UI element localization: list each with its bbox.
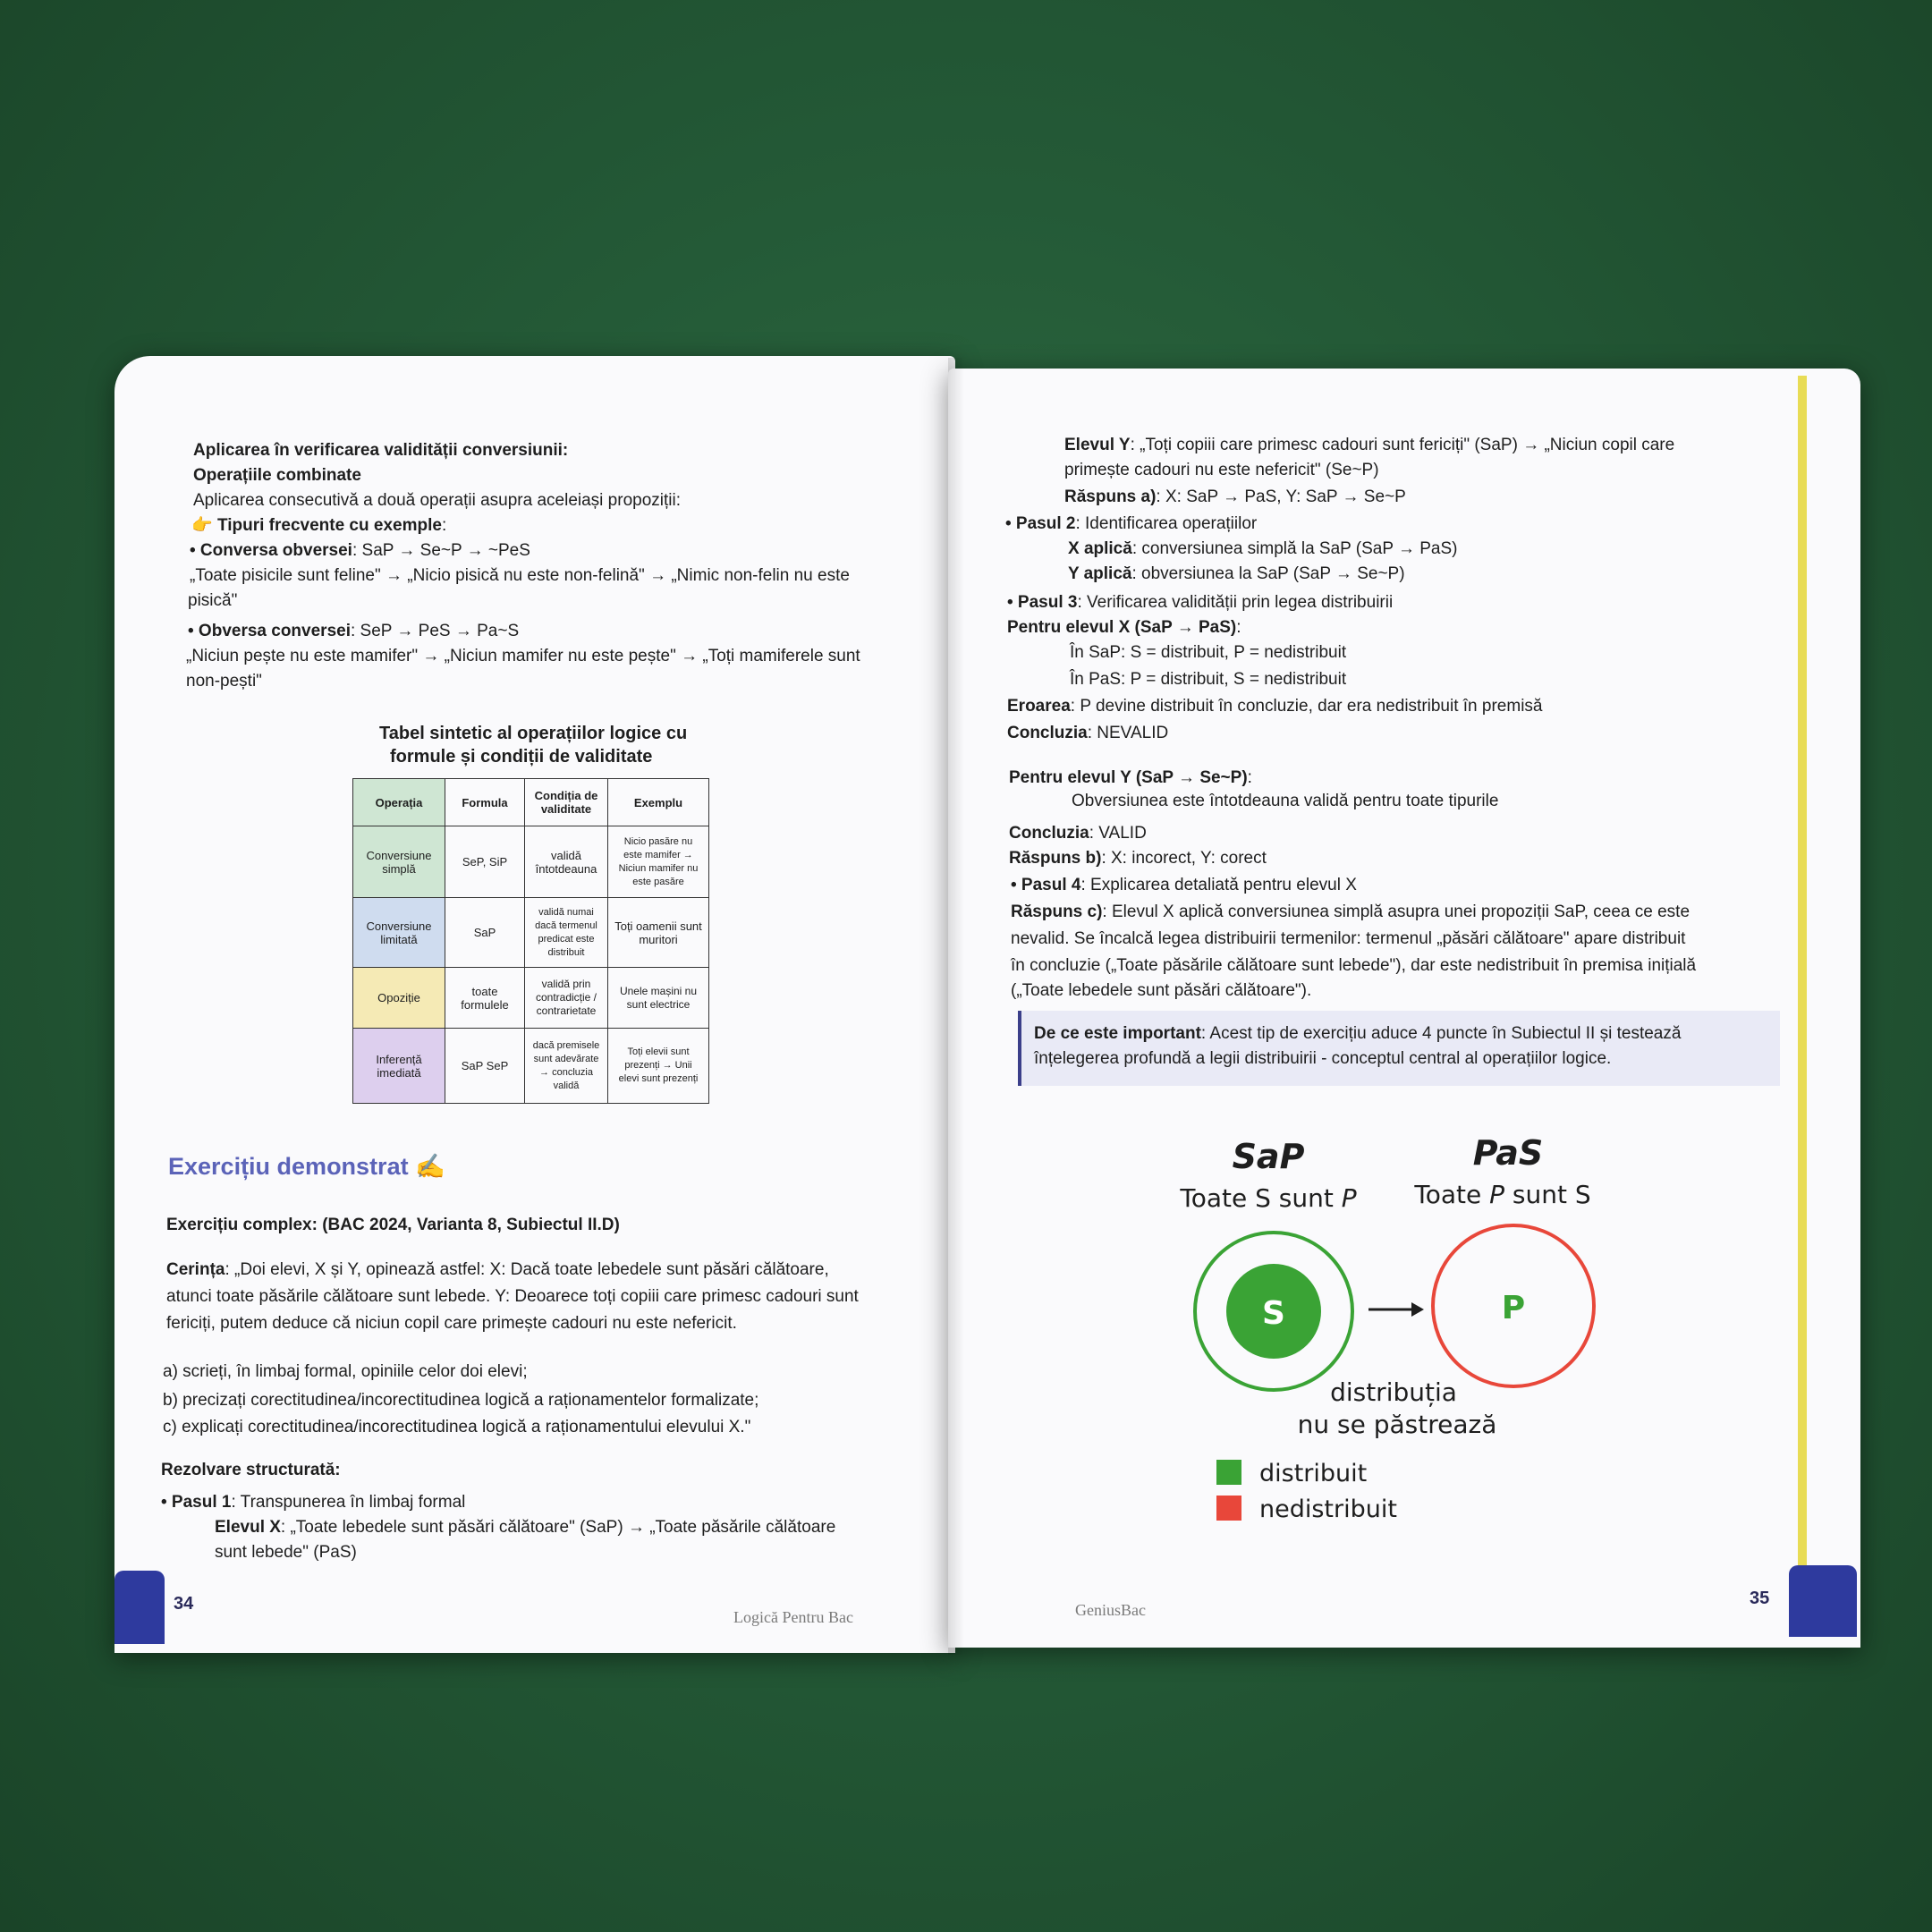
text-line: Pentru elevul Y (SaP → Se~P): [1009, 768, 1252, 787]
table-cell: Conversiune limitată [353, 898, 445, 968]
table-cell: dacă premisele sunt adevărate → concluzia validă [525, 1029, 608, 1104]
text-line: Aplicarea consecutivă a două operații asupra aceleiași propoziții: [193, 491, 681, 510]
text-line: În PaS: P = distribuit, S = nedistribuit [1070, 670, 1347, 689]
table-cell: Opoziție [353, 968, 445, 1029]
question-b: b) precizați corectitudinea/incorectitudinea logică a raționamentelor formalizate; [163, 1391, 759, 1410]
pointing-hand-icon: 👉 [191, 516, 213, 535]
table-row [353, 826, 709, 898]
legend-distribuit: distribuit [1259, 1460, 1368, 1487]
text-line: atunci toate păsările călătoare sunt lebede. Y: Deoarece toți copiii care primesc cadouri sunt [166, 1287, 859, 1306]
question-a: a) scrieți, în limbaj formal, opiniile celor doi elevi; [163, 1362, 528, 1381]
table-row [353, 968, 709, 1029]
text-line: sunt lebede" (PaS) [215, 1543, 357, 1562]
table-cell: validă numai dacă termenul predicat este distribuit [525, 898, 608, 968]
types-heading: Tipuri frecvente cu exemple [216, 516, 442, 535]
text-line: în concluzie („Toate păsările călătoare sunt lebede"), dar este nedistribuit în premisa inițială [1011, 956, 1697, 975]
text-line: nevalid. Se încalcă legea distribuirii termenilor: termenul „păsări călătoare" apare distribuit [1011, 929, 1686, 948]
text-line: Răspuns b): X: incorect, Y: corect [1009, 849, 1267, 868]
text-line: • Pasul 2: Identificarea operațiilor [1005, 514, 1258, 533]
text-line: Elevul X: „Toate lebedele sunt păsări călătoare" (SaP) → „Toate păsările călătoare [215, 1518, 836, 1537]
exercise-title: Exercițiu complex: (BAC 2024, Varianta 8, Subiectul II.D) [166, 1216, 620, 1234]
legend-red-swatch [1216, 1496, 1241, 1521]
text-line: „Toate pisicile sunt feline" → „Nicio pisică nu este non-felină" → „Nimic non-felin nu este [190, 566, 850, 585]
text-line: Răspuns c): Elevul X aplică conversiunea simplă asupra unei propoziții SaP, ceea ce este [1011, 902, 1690, 921]
text-line: Răspuns a): X: SaP → PaS, Y: SaP → Se~P [1064, 487, 1406, 506]
legend-nedistribuit: nedistribuit [1259, 1496, 1397, 1523]
table-row [353, 898, 709, 968]
table-header: Condiția de validitate [525, 779, 608, 826]
text-line: • Pasul 4: Explicarea detaliată pentru elevul X [1011, 876, 1357, 894]
table-cell: Toți elevii sunt prezenți → Unii elevi sunt prezenți [608, 1029, 709, 1104]
text-line: fericiți, putem deduce că niciun copil care primește cadouri nu este nefericit. [166, 1314, 737, 1333]
page-number: 34 [174, 1594, 194, 1614]
page-footer: Logică Pentru Bac [733, 1608, 853, 1626]
table-header: Exemplu [608, 779, 709, 826]
text-line: • Pasul 3: Verificarea validității prin legea distribuirii [1007, 593, 1394, 612]
diagram-note: distribuția [1330, 1377, 1457, 1407]
text-line: 👉 Tipuri frecvente cu exemple: [191, 516, 447, 535]
p-label: P [1501, 1290, 1526, 1326]
table-cell: Nicio pasăre nu este mamifer → Niciun mamifer nu este pasăre [608, 826, 709, 898]
s-label: S [1262, 1295, 1285, 1332]
text-line: primește cadouri nu este nefericit" (Se~P) [1064, 461, 1379, 479]
table-cell: SeP, SiP [445, 826, 525, 898]
callout-text: înțelegerea profundă a legii distribuirii - conceptul central al operațiilor logice. [1034, 1049, 1612, 1068]
synthesis-table [352, 778, 709, 1104]
text-line: • Obversa conversei: SeP → PeS → Pa~S [188, 622, 520, 640]
text-line: Concluzia: NEVALID [1007, 724, 1169, 742]
sap-title: SaP [1232, 1137, 1305, 1176]
table-row [353, 1029, 709, 1104]
table-cell: Unele mașini nu sunt electrice [608, 968, 709, 1029]
text-line: Pentru elevul X (SaP → PaS): [1007, 618, 1241, 637]
text-line: „Niciun pește nu este mamifer" → „Niciun mamifer nu este pește" → „Toți mamiferele sunt [186, 647, 860, 665]
table-header: Operația [353, 779, 445, 826]
text-line: pisică" [188, 591, 238, 610]
text-line: Eroarea: P devine distribuit în concluzie, dar era nedistribuit în premisă [1007, 697, 1543, 716]
distribution-diagram [1163, 1127, 1646, 1538]
table-title: Tabel sintetic al operațiilor logice cu [379, 724, 688, 743]
text-line: X aplică: conversiunea simplă la SaP (SaP → PaS) [1068, 539, 1458, 558]
text-line: („Toate lebedele sunt păsări călătoare"). [1011, 981, 1312, 1000]
text-line: Cerința: „Doi elevi, X și Y, opinează astfel: X: Dacă toate lebedele sunt păsări călătoare, [166, 1260, 829, 1279]
text-line: • Pasul 1: Transpunerea în limbaj formal [161, 1493, 466, 1512]
page-tab [114, 1571, 165, 1644]
subheading-combined: Operațiile combinate [193, 466, 361, 485]
pas-title: PaS [1472, 1133, 1544, 1173]
solution-heading: Rezolvare structurată: [161, 1461, 341, 1479]
table-cell: validă întotdeauna [525, 826, 608, 898]
sap-subtitle: Toate S sunt P [1180, 1183, 1357, 1213]
table-title: formule și condiții de validitate [390, 747, 653, 767]
table-cell: SaP SeP [445, 1029, 525, 1104]
text-line: • Conversa obversei: SaP → Se~P → ~PeS [190, 541, 530, 560]
text-line: Elevul Y: „Toți copiii care primesc cadouri sunt fericiți" (SaP) → „Niciun copil care [1064, 436, 1675, 454]
legend-green-swatch [1216, 1460, 1241, 1485]
exercise-heading: Exercițiu demonstrat ✍ [168, 1153, 445, 1180]
text-line: Obversiunea este întotdeauna validă pentru toate tipurile [1072, 792, 1499, 810]
arrow-icon [1411, 1302, 1424, 1317]
table-cell: validă prin contradicție / contrarietate [525, 968, 608, 1029]
book-spine [948, 358, 964, 1655]
table-cell: toate formulele [445, 968, 525, 1029]
text-line: non-pești" [186, 672, 262, 691]
diagram-note: nu se păstrează [1297, 1410, 1497, 1439]
cover-edge [1798, 376, 1807, 1637]
table-cell: SaP [445, 898, 525, 968]
table-cell: Toți oamenii sunt muritori [608, 898, 709, 968]
page-tab [1789, 1565, 1857, 1637]
page-footer: GeniusBac [1075, 1601, 1146, 1619]
table-cell: Inferență imediată [353, 1029, 445, 1104]
text-line: Y aplică: obversiunea la SaP (SaP → Se~P) [1068, 564, 1405, 583]
text-line: În SaP: S = distribuit, P = nedistribuit [1070, 643, 1347, 662]
text-line: Concluzia: VALID [1009, 824, 1147, 843]
callout-text: De ce este important: Acest tip de exercițiu aduce 4 puncte în Subiectul II și testează [1034, 1024, 1682, 1043]
table-cell: Conversiune simplă [353, 826, 445, 898]
page-number: 35 [1750, 1589, 1770, 1608]
question-c: c) explicați corectitudinea/incorectitudinea logică a raționamentului elevului X." [163, 1418, 751, 1436]
table-header: Formula [445, 779, 525, 826]
pas-subtitle: Toate P sunt S [1414, 1180, 1591, 1209]
section-heading: Aplicarea în verificarea validității conversiunii: [193, 441, 569, 460]
